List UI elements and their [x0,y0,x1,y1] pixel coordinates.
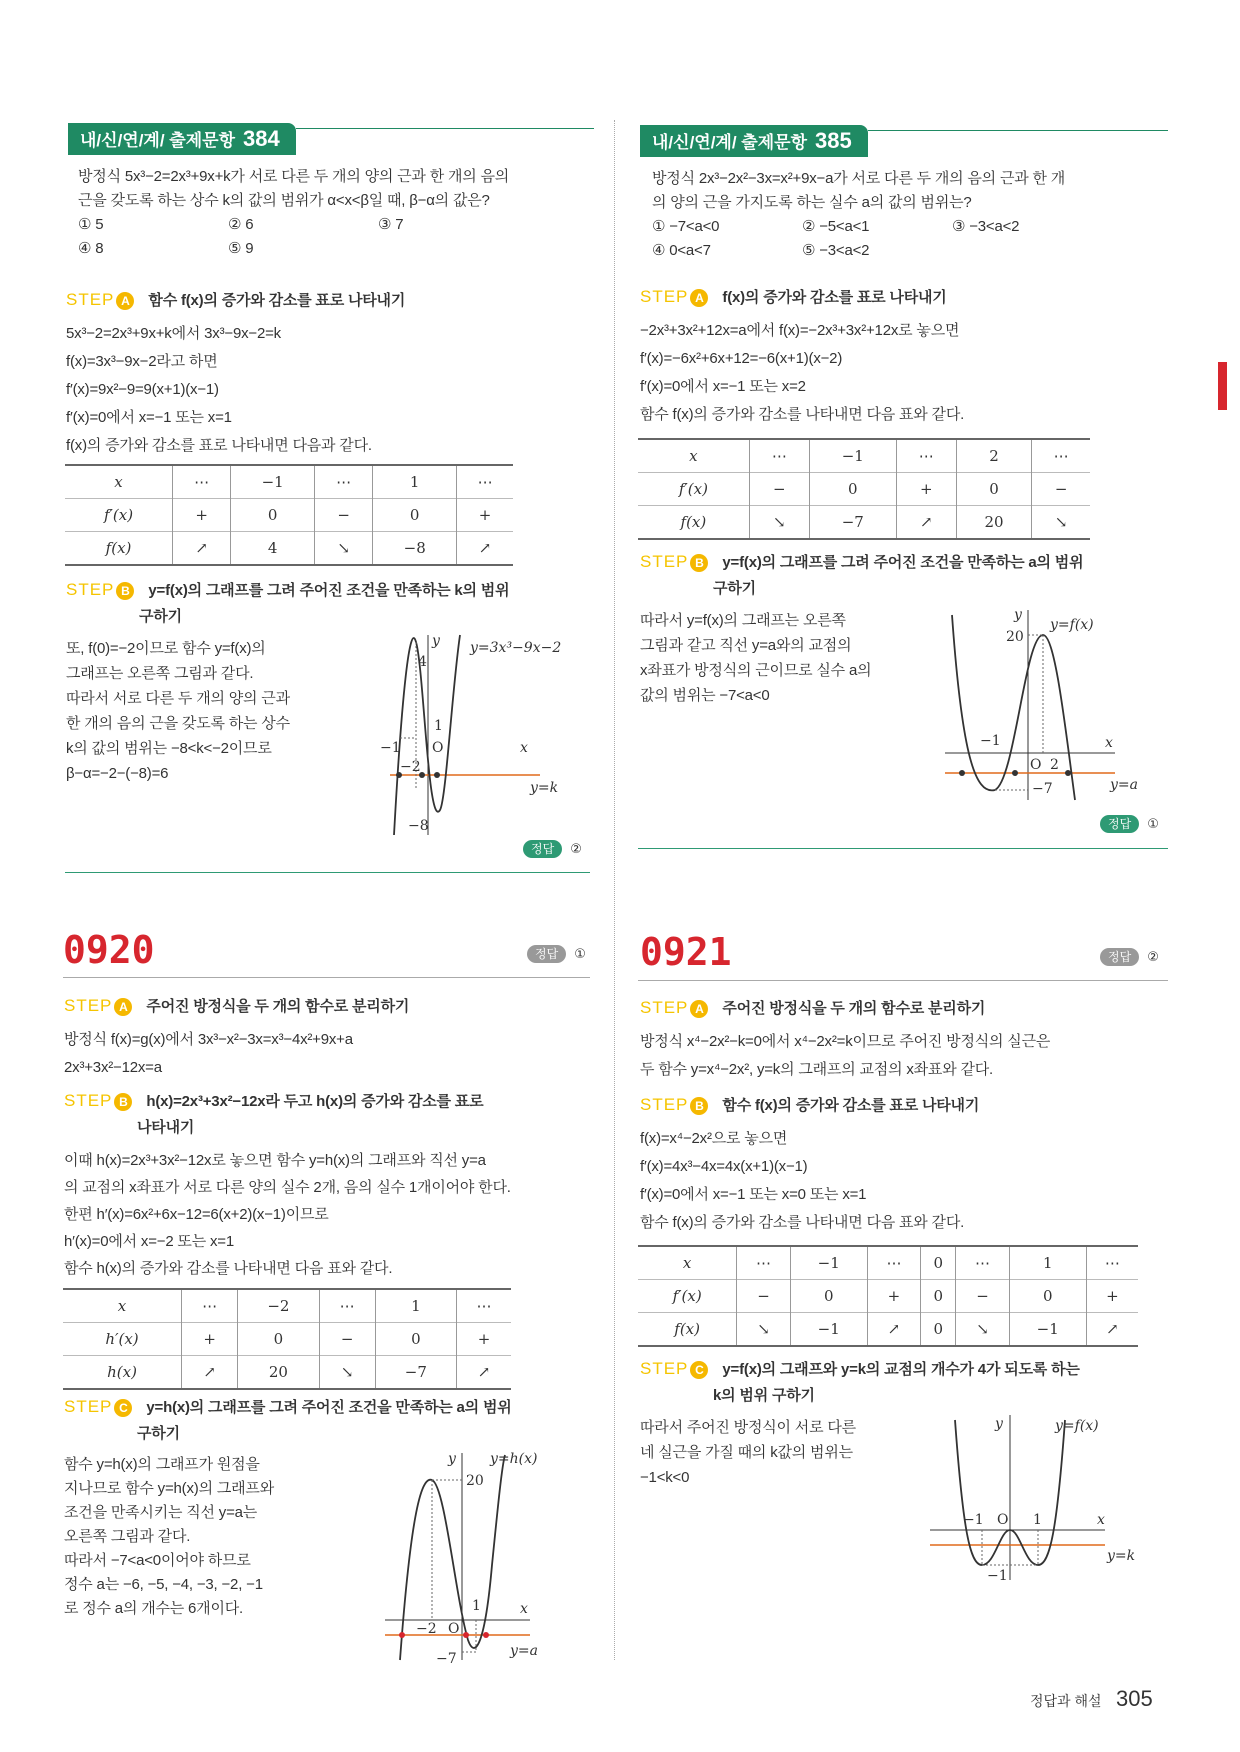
table-cell: ⋯ [182,1289,238,1323]
solution-line: 또, f(0)=−2이므로 함수 y=f(x)의 [66,640,266,657]
solution-line: 방정식 x⁴−2x²−k=0에서 x⁴−2x²=k이므로 주어진 방정식의 실근은 [640,1033,1051,1050]
solution-line: f(x)=x⁴−2x²으로 놓으면 [640,1130,788,1147]
step-heading [640,995,1050,1022]
step-title: f(x)의 증가와 감소를 표로 나타내기 [722,289,947,306]
section-divider [638,848,1168,849]
section-divider [65,872,590,873]
solution-line: f′(x)=4x³−4x=4x(x+1)(x−1) [640,1158,808,1175]
step-heading [64,993,409,1020]
table-cell: ↗ [457,532,513,566]
graph-label: −1 [380,740,401,756]
table-cell: f′(x) [678,480,708,498]
y-axis-label: y [448,1451,456,1467]
intersection-point [434,772,440,778]
step-label [640,998,708,1017]
table-row [63,1289,511,1323]
graph-label: O [997,1512,1009,1528]
table-cell: 20 [238,1356,319,1390]
step-label [64,1091,132,1110]
graph-label: O [1030,757,1042,773]
problem-384-step-a [66,287,405,460]
problem-384-body [78,165,528,261]
line-label: y=k [1107,1548,1136,1564]
table-cell: ↗ [182,1356,238,1390]
step-heading [640,1356,1080,1383]
step-title: 주어진 방정식을 두 개의 함수로 분리하기 [722,1000,986,1017]
table-cell: −1 [231,465,315,499]
table-cell: −1 [790,1246,867,1280]
solution-line: 함수 h(x)의 증가와 감소를 나타내면 다음 표와 같다. [64,1260,393,1277]
option-1[interactable]: ① −7<a<0 [652,218,720,235]
table-cell: ↗ [1086,1313,1138,1347]
option-2[interactable]: ② 6 [228,216,254,233]
graph-label: −1 [963,1512,984,1528]
step-title-cont: 나타내기 [137,1119,195,1136]
table-row [638,439,1090,473]
solution-line: 2x³+3x²−12x=a [64,1059,162,1076]
problem-0921-variation-table [638,1245,1138,1347]
solution-line: 함수 f(x)의 증가와 감소를 나타내면 다음 표와 같다. [640,406,965,423]
options-row [78,213,528,237]
table-cell: + [457,499,513,532]
solution-line: 5x³−2=2x³+9x+k에서 3x³−9x−2=k [66,325,281,342]
table-cell: f(x) [105,539,132,557]
table-cell: ↘ [737,1313,790,1347]
solution-line: f′(x)=9x²−9=9(x+1)(x−1) [66,381,219,398]
problem-0920-answer [527,945,586,963]
graph-label: −7 [1032,781,1053,797]
answer-value: ① [1147,816,1159,831]
series-label: 내/신/연/계/ 출제문항 [652,133,807,152]
problem-0921-number: 0921 [640,930,732,974]
table-cell: ⋯ [1086,1246,1138,1280]
curve-label: y=3x³−9x−2 [470,640,562,656]
solution-line: 의 교점의 x좌표가 서로 다른 양의 실수 2개, 음의 실수 1개이어야 한다. [64,1179,511,1196]
curve-label: y=h(x) [490,1451,538,1467]
step-title: 함수 f(x)의 증가와 감소를 표로 나타내기 [722,1097,980,1114]
solution-line: 따라서 y=f(x)의 그래프는 오른쪽 [640,612,846,629]
step-label [640,287,708,306]
step-text: STEP [640,552,689,571]
problem-number: 385 [815,128,852,153]
step-letter-icon: B [690,1097,708,1115]
answer-value: ② [1147,949,1159,964]
step-heading [66,287,405,314]
table-cell: f(x) [680,513,707,531]
step-letter-icon: B [116,582,134,600]
column-divider [614,120,615,1660]
line-label: y=a [510,1643,538,1659]
x-axis-label: x [520,740,528,756]
solution-line: 네 실근을 가질 때의 k값의 범위는 [640,1444,853,1461]
solution-line: 두 함수 y=x⁴−2x², y=k의 그래프의 교점의 x좌표와 같다. [640,1061,994,1078]
graph-label: −2 [416,1621,437,1637]
table-cell: ↗ [867,1313,920,1347]
problem-number: 384 [243,126,280,151]
problem-0920-graph [380,1445,580,1665]
problem-385-answer [1100,815,1159,833]
curve-label: y=f(x) [1050,617,1094,633]
table-cell: ⋯ [867,1246,920,1280]
solution-line: x좌표가 방정식의 근이므로 실수 a의 [640,662,872,679]
step-title-cont: 구하기 [713,580,756,597]
step-text: STEP [66,290,115,309]
step-label [640,1359,708,1378]
x-axis-label: x [1105,735,1113,751]
header-rule [296,128,594,129]
table-cell: −2 [238,1289,319,1323]
step-label [66,290,134,309]
option-2[interactable]: ② −5<a<1 [802,218,870,235]
step-title-cont: k의 범위 구하기 [713,1387,815,1404]
step-label [640,552,708,571]
footer-label: 정답과 해설 [1030,1693,1102,1709]
answer-value: ② [570,841,582,856]
solution-line: β−α=−2−(−8)=6 [66,765,169,782]
graph-label: −1 [980,733,1001,749]
solution-line: 한 개의 음의 근을 갖도록 하는 상수 [66,715,290,732]
step-letter-icon: A [690,1000,708,1018]
options-row [652,215,1102,239]
step-heading [640,549,1083,576]
table-cell: 1 [1009,1246,1086,1280]
solution-line: 그림과 같고 직선 y=a와의 교점의 [640,637,852,654]
solution-line: f′(x)=0에서 x=−1 또는 x=1 [66,409,232,426]
question-line: 의 양의 근을 가지도록 하는 실수 a의 값의 범위는? [652,194,972,211]
chapter-tab-marker [1218,362,1227,410]
problem-385-graph [940,605,1165,805]
problem-385-body [652,167,1102,263]
y-axis-label: y [432,633,440,649]
table-cell: − [749,473,809,506]
step-text: STEP [640,1359,689,1378]
step-label [64,1397,132,1416]
table-cell: x [682,1254,692,1272]
series-label: 내/신/연/계/ 출제문항 [80,131,235,150]
option-3[interactable]: ③ −3<a<2 [952,218,1020,235]
step-letter-icon: C [690,1361,708,1379]
table-cell: ↗ [896,506,956,540]
x-axis-label: x [1097,1512,1105,1528]
table-cell: 0 [956,473,1031,506]
problem-0920-step-a [64,993,409,1082]
solution-line: f′(x)=0에서 x=−1 또는 x=0 또는 x=1 [640,1186,867,1203]
table-row [65,465,513,499]
table-row [638,1313,1138,1347]
table-cell: + [896,473,956,506]
table-cell: 0 [809,473,896,506]
table-cell: −8 [373,532,457,566]
solution-line: 방정식 f(x)=g(x)에서 3x³−x²−3x=x³−4x²+9x+a [64,1031,353,1048]
table-cell: f(x) [674,1320,700,1338]
step-title: 주어진 방정식을 두 개의 함수로 분리하기 [146,998,410,1015]
step-label [66,580,134,599]
table-cell: 2 [956,439,1031,473]
solution-line: 따라서 −7<a<0이어야 하므로 [64,1552,251,1569]
table-cell: 0 [790,1280,867,1313]
table-row [65,532,513,566]
solution-line: 로 정수 a의 개수는 6개이다. [64,1600,244,1617]
intersection-point [959,770,965,776]
x-axis-label: x [520,1601,528,1617]
option-4[interactable]: ④ 8 [78,240,104,257]
solution-line: 오른쪽 그림과 같다. [64,1528,191,1545]
problem-0920-step-b [64,1088,511,1282]
graph-label: 2 [1050,757,1059,773]
step-letter-icon: A [114,998,132,1016]
option-4[interactable]: ④ 0<a<7 [652,242,711,259]
step-text: STEP [64,996,113,1015]
table-cell: 0 [1009,1280,1086,1313]
graph-label: −1 [987,1568,1008,1584]
table-cell: ⋯ [456,1289,511,1323]
problem-385-header [640,125,868,157]
line-label: y=k [530,780,559,796]
table-cell: + [867,1280,920,1313]
table-row [638,1246,1138,1280]
table-cell: 0 [921,1280,956,1313]
table-cell: h′(x) [105,1330,139,1348]
table-cell: 4 [231,532,315,566]
table-cell: ↘ [749,506,809,540]
table-cell: 0 [921,1313,956,1347]
table-cell: + [182,1323,238,1356]
table-cell: 1 [375,1289,456,1323]
table-row [63,1323,511,1356]
section-rule [638,980,1168,981]
table-cell: ⋯ [457,465,513,499]
table-cell: ↘ [1032,506,1090,540]
step-heading [640,284,964,311]
table-row [638,506,1090,540]
options-row [78,237,528,261]
answer-badge: 정답 [523,840,562,858]
page-footer [1030,1686,1153,1712]
table-cell: − [956,1280,1009,1313]
table-cell: ⋯ [749,439,809,473]
table-cell: ⋯ [737,1246,790,1280]
table-cell: ⋯ [173,465,231,499]
solution-line: −1<k<0 [640,1469,690,1486]
table-cell: 0 [921,1246,956,1280]
step-heading [640,1092,979,1119]
table-cell: −1 [1009,1313,1086,1347]
solution-line: 조건을 만족시키는 직선 y=a는 [64,1504,258,1521]
page-number: 305 [1115,1686,1153,1711]
answer-badge: 정답 [1100,815,1139,833]
table-cell: ↘ [956,1313,1009,1347]
graph-label: −7 [436,1651,457,1665]
step-title-cont: 구하기 [139,608,182,625]
problem-384-answer [523,840,582,858]
problem-0920-variation-table [63,1288,511,1390]
table-cell: − [737,1280,790,1313]
graph-label: −8 [408,818,429,834]
solution-line: 함수 f(x)의 증가와 감소를 나타내면 다음 표와 같다. [640,1214,965,1231]
option-5[interactable]: ⑤ 9 [228,240,254,257]
table-cell: h(x) [107,1363,137,1381]
table-cell: −7 [809,506,896,540]
intersection-point [463,1632,469,1638]
problem-0921-step-b [640,1092,979,1237]
step-heading [64,1394,512,1421]
table-row [63,1356,511,1390]
step-title-cont: 구하기 [137,1425,180,1442]
table-cell: ↗ [456,1356,511,1390]
table-cell: ⋯ [319,1289,375,1323]
option-1[interactable]: ① 5 [78,216,104,233]
solution-line: 이때 h(x)=2x³+3x²−12x로 놓으면 함수 y=h(x)의 그래프와 직선 y=a [64,1152,486,1169]
solution-line: k의 값의 범위는 −8<k<−2이므로 [66,740,272,757]
table-row [638,1280,1138,1313]
step-letter-icon: C [114,1399,132,1417]
table-cell: − [315,499,373,532]
table-cell: ↘ [315,532,373,566]
table-cell: + [173,499,231,532]
step-text: STEP [64,1091,113,1110]
table-cell: ⋯ [956,1246,1009,1280]
step-heading [64,1088,511,1115]
solution-line: 따라서 주어진 방정식이 서로 다른 [640,1419,856,1436]
graph-label: 1 [434,718,443,734]
step-title: y=f(x)의 그래프를 그려 주어진 조건을 만족하는 a의 범위 [722,554,1084,571]
table-cell: −1 [790,1313,867,1347]
intersection-point [1012,770,1018,776]
problem-0921-graph [925,1410,1155,1585]
table-row [638,473,1090,506]
step-text: STEP [640,1095,689,1114]
solution-line: 한편 h′(x)=6x²+6x−12=6(x+2)(x−1)이므로 [64,1206,329,1223]
problem-0921-answer [1100,948,1159,966]
step-text: STEP [66,580,115,599]
table-cell: 0 [375,1323,456,1356]
table-cell: f′(x) [672,1287,702,1305]
solution-line: 그래프는 오른쪽 그림과 같다. [66,665,254,682]
option-5[interactable]: ⑤ −3<a<2 [802,242,870,259]
step-letter-icon: B [114,1093,132,1111]
curve [394,635,460,835]
table-cell: 0 [373,499,457,532]
graph-label: 20 [1006,629,1024,645]
graph-label: O [448,1621,460,1637]
graph-label: O [432,740,444,756]
question-line: 근을 갖도록 하는 상수 k의 값의 범위가 α<x<β일 때, β−α의 값은? [78,192,490,209]
line-label: y=a [1110,777,1138,793]
answer-badge: 정답 [1100,948,1139,966]
step-text: STEP [640,998,689,1017]
problem-384-variation-table [65,464,513,566]
solution-line: 지나므로 함수 y=h(x)의 그래프와 [64,1480,274,1497]
intersection-point [399,1632,405,1638]
table-cell: −7 [375,1356,456,1390]
table-cell: 0 [238,1323,319,1356]
table-cell: 0 [231,499,315,532]
problem-385-variation-table [638,438,1090,540]
step-letter-icon: B [690,554,708,572]
solution-line: f′(x)=−6x²+6x+12=−6(x+1)(x−2) [640,350,843,367]
graph-label: −2 [400,759,421,775]
table-cell: x [117,1297,127,1315]
step-label [64,996,132,1015]
table-cell: ⋯ [896,439,956,473]
solution-line: 값의 범위는 −7<a<0 [640,687,770,704]
graph-label: 20 [466,1473,484,1489]
step-title: y=f(x)의 그래프를 그려 주어진 조건을 만족하는 k의 범위 [148,582,510,599]
table-cell: ↗ [173,532,231,566]
y-axis-label: y [995,1416,1003,1432]
problem-0921-step-a [640,995,1050,1084]
solution-line: 함수 y=h(x)의 그래프가 원점을 [64,1456,260,1473]
graph-label: 4 [418,654,427,670]
table-cell: 20 [956,506,1031,540]
options-row [652,239,1102,263]
table-cell: + [1086,1280,1138,1313]
table-cell: − [1032,473,1090,506]
intersection-point [483,1632,489,1638]
solution-line: 따라서 서로 다른 두 개의 양의 근과 [66,690,290,707]
question-line: 방정식 5x³−2=2x³+9x+k가 서로 다른 두 개의 양의 근과 한 개의 음의 [78,168,510,185]
table-cell: 1 [373,465,457,499]
table-cell: f′(x) [103,506,134,524]
step-title: y=f(x)의 그래프와 y=k의 교점의 개수가 4가 되도록 하는 [722,1361,1080,1378]
step-title: 함수 f(x)의 증가와 감소를 표로 나타내기 [148,292,406,309]
graph-label: 1 [472,1598,481,1614]
solution-line: 정수 a는 −6, −5, −4, −3, −2, −1 [64,1576,263,1593]
solution-line: f(x)의 증가와 감소를 표로 나타내면 다음과 같다. [66,437,372,454]
table-cell: − [319,1323,375,1356]
graph-label: 1 [1033,1512,1042,1528]
table-cell: + [456,1323,511,1356]
step-label [640,1095,708,1114]
solution-line: f(x)=3x³−9x−2라고 하면 [66,353,218,370]
table-cell: ⋯ [315,465,373,499]
table-cell: ⋯ [1032,439,1090,473]
table-cell: x [689,447,698,465]
step-heading [66,577,509,604]
solution-line: f′(x)=0에서 x=−1 또는 x=2 [640,378,806,395]
table-row [65,499,513,532]
problem-0920-number: 0920 [63,928,155,972]
answer-badge: 정답 [527,945,566,963]
curve-label: y=f(x) [1055,1418,1099,1434]
solution-line: h′(x)=0에서 x=−2 또는 x=1 [64,1233,234,1250]
option-3[interactable]: ③ 7 [378,216,404,233]
step-letter-icon: A [116,292,134,310]
table-cell: x [114,473,123,491]
table-cell: −1 [809,439,896,473]
problem-385-step-a [640,284,964,429]
intersection-point [1065,770,1071,776]
step-title: y=h(x)의 그래프를 그려 주어진 조건을 만족하는 a의 범위 [146,1399,512,1416]
step-text: STEP [640,287,689,306]
step-letter-icon: A [690,289,708,307]
problem-384-graph [380,630,580,840]
step-text: STEP [64,1397,113,1416]
y-axis-label: y [1014,607,1022,623]
problem-384-header [68,123,296,155]
solution-line: −2x³+3x²+12x=a에서 f(x)=−2x³+3x²+12x로 놓으면 [640,322,960,339]
step-title: h(x)=2x³+3x²−12x라 두고 h(x)의 증가와 감소를 표로 [146,1093,484,1110]
question-line: 방정식 2x³−2x²−3x=x²+9x−a가 서로 다른 두 개의 음의 근과 한 개 [652,170,1066,187]
table-cell: ↘ [319,1356,375,1390]
answer-value: ① [574,946,586,961]
header-rule [868,130,1168,131]
section-rule [63,977,590,978]
